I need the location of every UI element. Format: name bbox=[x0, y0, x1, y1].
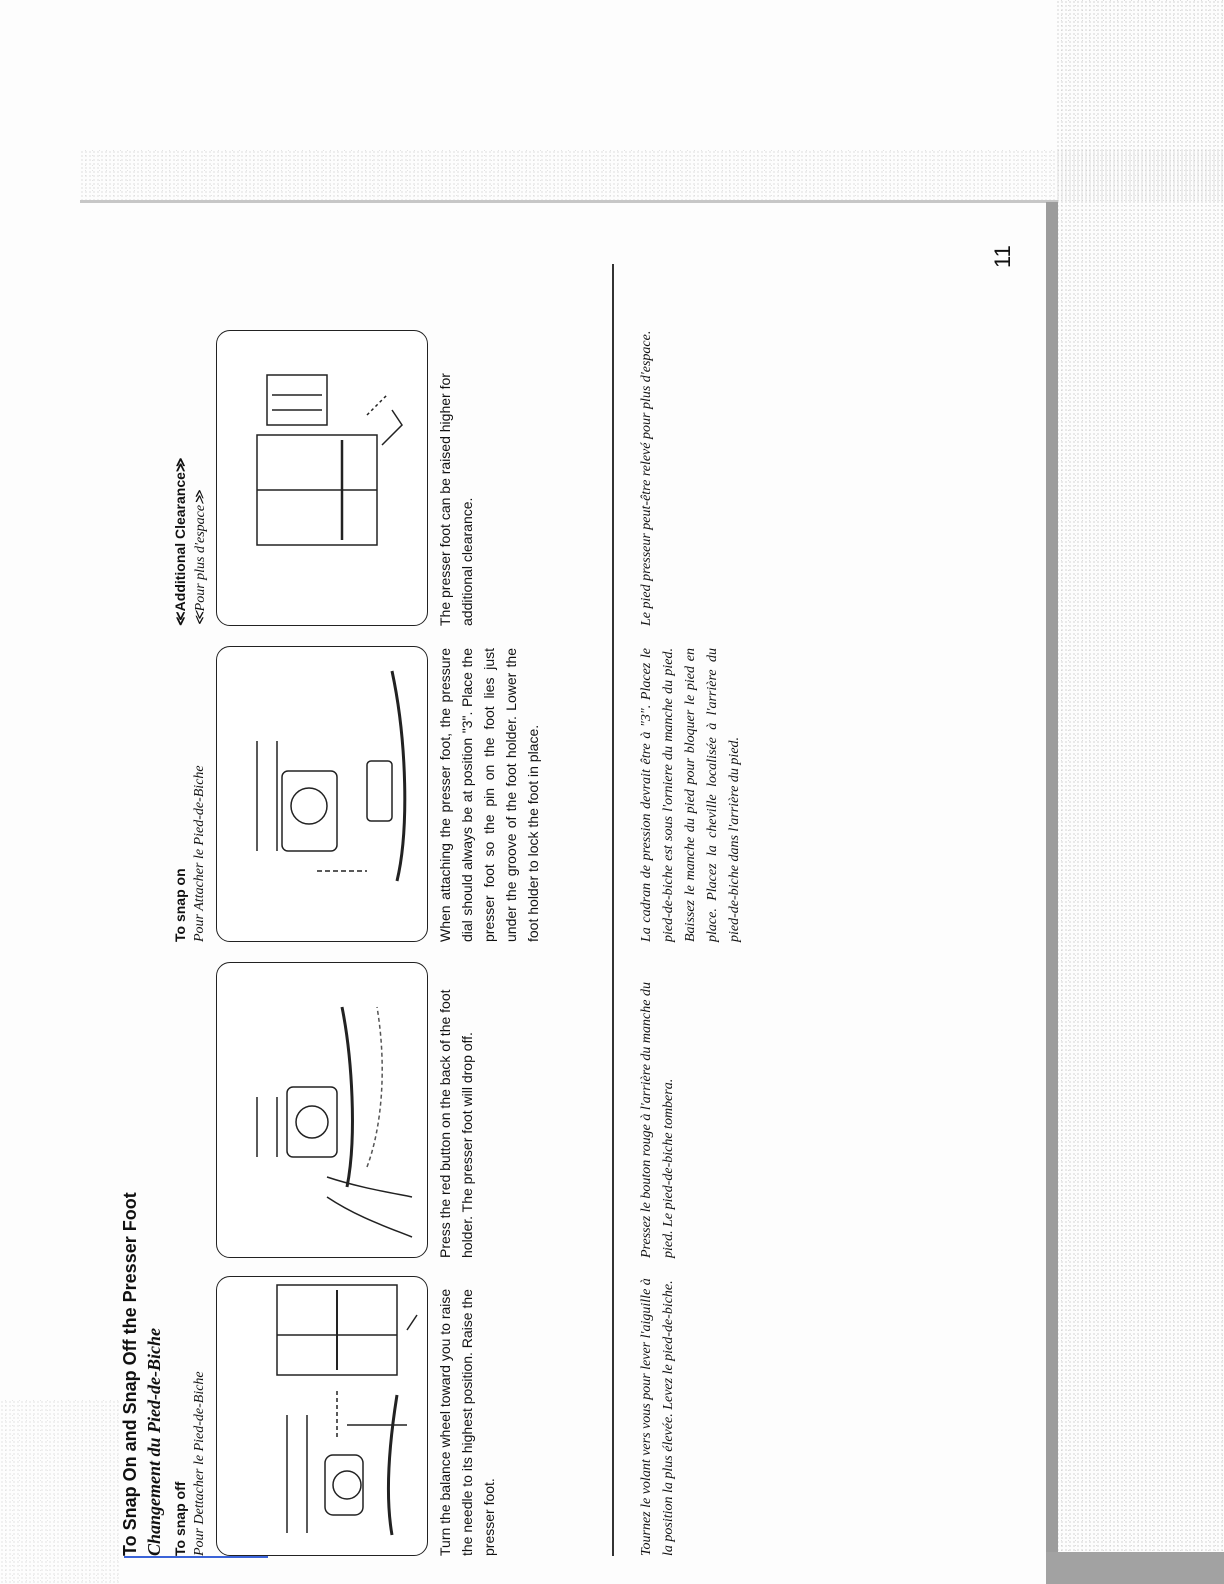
attach-foot-drawing bbox=[217, 647, 427, 941]
snap-off-step2-text-french: Pressez le bouton rouge à l'arrière du manche du pied. Le pied-de-biche tombera. bbox=[639, 982, 676, 1258]
extra-clearance-drawing bbox=[217, 331, 427, 625]
section-divider bbox=[612, 264, 614, 1556]
illustration-extra-clearance bbox=[216, 330, 428, 626]
page-title-french: Changement du Pied-de-Biche bbox=[144, 1328, 164, 1556]
scan-noise-right bbox=[1056, 0, 1224, 1584]
illustration-press-button bbox=[216, 962, 428, 1258]
raise-needle-drawing bbox=[217, 1277, 427, 1555]
illustration-raise-needle bbox=[216, 1276, 428, 1556]
page-title: To Snap On and Snap Off the Presser Foot bbox=[120, 1192, 140, 1556]
page-number: 11 bbox=[990, 245, 1015, 268]
illustration-attach-foot bbox=[216, 646, 428, 942]
snap-on-text: When attaching the presser foot, the pressure dial should always be at position "3". Place the presser foot so the pin on the foot lies just under the groove of the foot holder. Lower the foot holder to lock the foot in place. bbox=[437, 648, 541, 942]
snap-off-step1-text-french: Tournez le volant vers vous pour lever l'aiguille à la position la plus élevée. Levez le pied-de-biche. bbox=[639, 1278, 676, 1556]
snap-off-heading-french: Pour Dettacher le Pied-de-Biche bbox=[192, 1371, 207, 1556]
clearance-heading-french: ≪Pour plus d'espace≫ bbox=[193, 490, 208, 626]
snap-off-heading: To snap off bbox=[172, 1481, 188, 1556]
clearance-text: The presser foot can be raised higher for additional clearance. bbox=[437, 373, 475, 626]
clearance-heading: ≪Additional Clearance≫ bbox=[172, 457, 188, 626]
page-edge-corner bbox=[1046, 1552, 1224, 1584]
snap-on-heading: To snap on bbox=[172, 868, 188, 942]
snap-off-step1-text: Turn the balance wheel toward you to raise the needle to its highest position. Raise the presser foot. bbox=[437, 1288, 497, 1556]
press-button-drawing bbox=[217, 963, 427, 1257]
snap-on-heading-french: Pour Attacher le Pied-de-Biche bbox=[192, 765, 207, 942]
manual-page bbox=[100, 134, 1050, 1564]
clearance-text-french: Le pied presseur peut-être relevé pour plus d'espace. bbox=[639, 330, 654, 626]
snap-off-step2-text: Press the red button on the back of the foot holder. The presser foot will drop off. bbox=[437, 989, 475, 1258]
snap-on-text-french: La cadran de pression devrait être à "3". Placez le pied-de-biche est sous l'orniere du manche du pied. Baissez le manche du pied pour bloquer le pied en place. Placez la cheville localisée à l'arrière du pied-de-biche dans l'arrière du pied. bbox=[639, 648, 742, 942]
